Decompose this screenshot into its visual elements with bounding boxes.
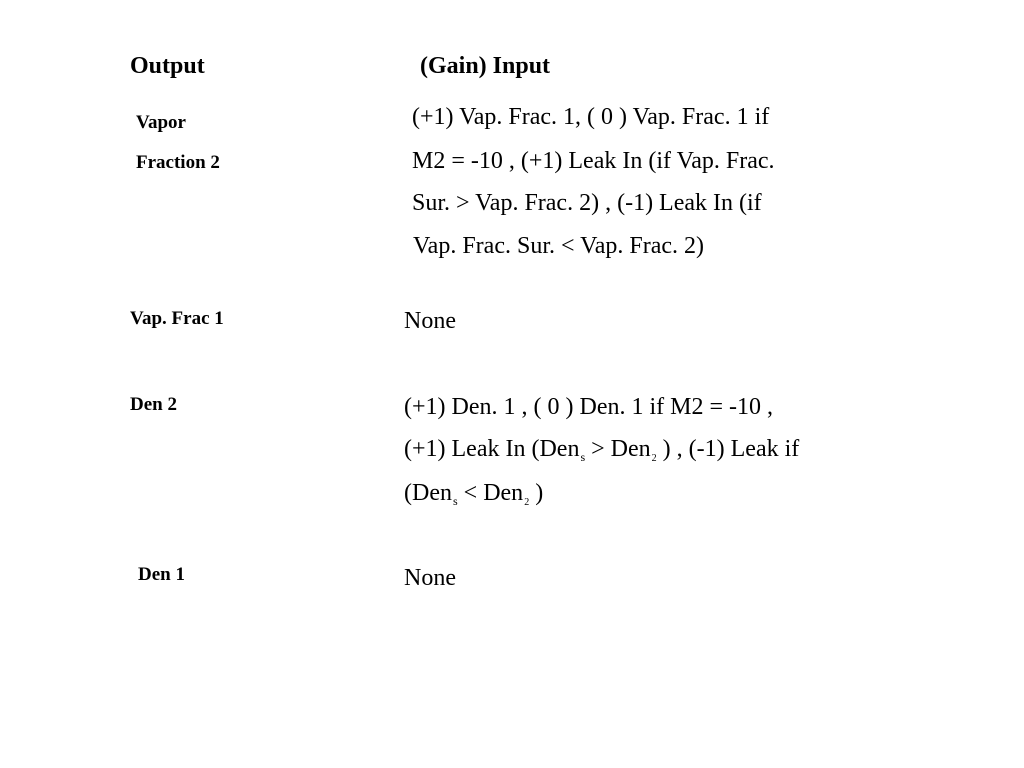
- den-2-line-3-subscript-s: s: [452, 494, 458, 508]
- den-2-line-2-part-c: ) , (-1) Leak if: [656, 436, 800, 462]
- den-2-line-3-part-b: < Den: [457, 480, 524, 506]
- vapor-fraction-2-input-line-4: Vap. Frac. Sur. < Vap. Frac. 2): [413, 233, 705, 259]
- output-column-header: Output: [130, 53, 205, 79]
- vapor-fraction-2-input-line-2: M2 = -10 , (+1) Leak In (if Vap. Frac.: [412, 148, 775, 174]
- vapor-fraction-2-input-line-1: (+1) Vap. Frac. 1, ( 0 ) Vap. Frac. 1 if: [412, 104, 770, 130]
- gain-input-column-header: (Gain) Input: [420, 53, 551, 79]
- den-2-line-3-part-c: ): [529, 480, 544, 506]
- den-2-line-2-part-a: (+1) Leak In (Den: [404, 436, 580, 462]
- vap-frac-1-input: None: [404, 308, 456, 334]
- output-label-den-1: Den 1: [138, 564, 185, 585]
- den-2-input-line-1: (+1) Den. 1 , ( 0 ) Den. 1 if M2 = -10 ,: [404, 394, 773, 420]
- den-1-input: None: [404, 565, 456, 591]
- output-label-fraction-2: Fraction 2: [136, 152, 220, 173]
- output-label-den-2: Den 2: [130, 394, 177, 415]
- den-2-input-line-2: [404, 435, 799, 473]
- den-2-line-3-part-a: (Den: [404, 480, 452, 506]
- vapor-fraction-2-input-line-3: Sur. > Vap. Frac. 2) , (-1) Leak In (if: [412, 190, 762, 216]
- den-2-input-line-3: [404, 479, 543, 517]
- output-label-vap-frac-1: Vap. Frac 1: [130, 308, 224, 329]
- den-2-subscript-2: 2: [651, 453, 657, 464]
- den-2-subscript-s: s: [580, 450, 586, 464]
- output-label-vapor: Vapor: [136, 112, 186, 133]
- den-2-line-2-part-b: > Den: [585, 436, 651, 462]
- den-2-line-3-subscript-2: 2: [524, 497, 530, 508]
